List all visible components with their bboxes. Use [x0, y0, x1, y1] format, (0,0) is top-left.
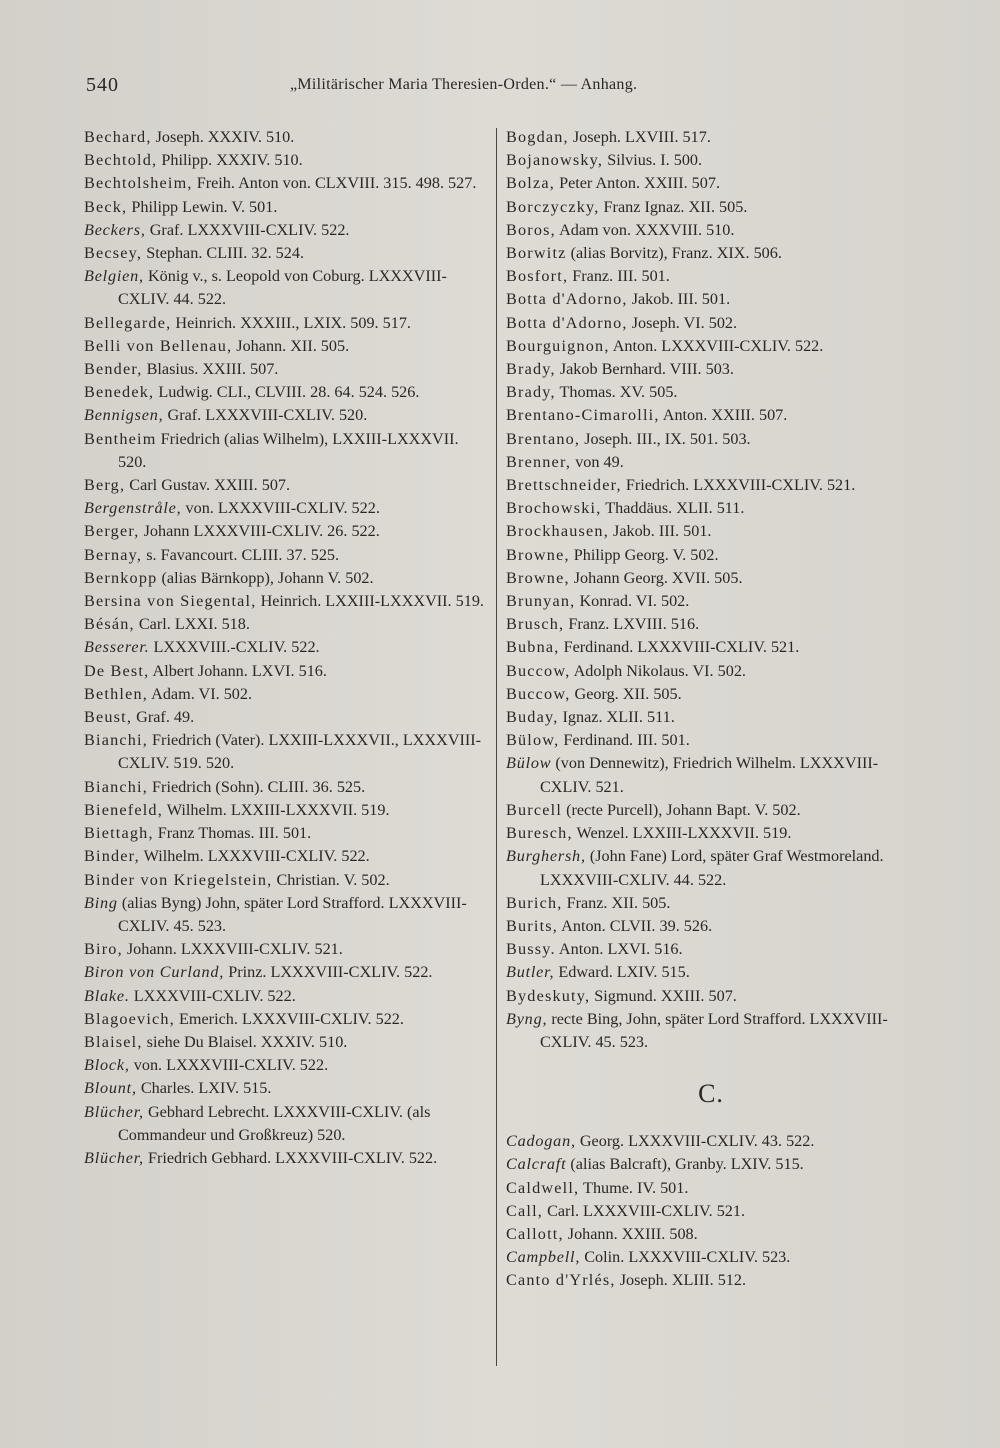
entry-name: Buccow, [506, 684, 571, 703]
index-entry [84, 1147, 488, 1170]
entry-name: Binder, [84, 847, 140, 866]
entry-name: Bergenstråle, [84, 499, 182, 518]
index-entry [84, 845, 488, 868]
entry-reference: Franz. XII. 505. [562, 893, 671, 912]
entry-name: Brusch, [506, 615, 565, 634]
entry-name: Burghersh, [506, 847, 586, 866]
page-header [86, 74, 886, 104]
index-entry [506, 312, 916, 335]
index-entry [506, 428, 916, 451]
index-entry [506, 822, 916, 845]
index-entry [84, 776, 488, 799]
index-entry [506, 1223, 916, 1246]
entry-reference: Graf. LXXXVIII-CXLIV. 522. [145, 220, 350, 239]
entry-name: Bülow [506, 754, 552, 773]
index-entry [506, 219, 916, 242]
column-divider [496, 128, 497, 1366]
index-entry [84, 636, 488, 659]
entry-name: Calcraft [506, 1155, 567, 1174]
entry-reference: Adolph Nikolaus. VI. 502. [570, 661, 746, 680]
entry-reference: siehe Du Blaisel. XXXIV. 510. [142, 1032, 348, 1051]
index-entry [506, 288, 916, 311]
entry-reference: Adam. VI. 502. [148, 684, 253, 703]
index-entry [84, 613, 488, 636]
entry-reference: Emerich. LXXXVIII-CXLIV. 522. [174, 1009, 404, 1028]
entry-reference: (alias Borvitz), Franz. XIX. 506. [566, 244, 782, 263]
entry-reference: Albert Johann. LXVI. 516. [149, 661, 327, 680]
entry-name: Bienefeld, [84, 800, 163, 819]
entry-reference: Friedrich (alias Wilhelm), LXXIII-LXXXVII. 520. [118, 429, 459, 471]
index-entry [84, 335, 488, 358]
index-entry [506, 752, 916, 798]
index-entry [84, 706, 488, 729]
entry-reference: (alias Bärnkopp), Johann V. 502. [157, 568, 374, 587]
entry-name: Becsey, [84, 244, 143, 263]
index-entry [84, 1031, 488, 1054]
index-entry [84, 590, 488, 613]
entry-reference: LXXXVIII.-CXLIV. 522. [149, 638, 320, 657]
entry-reference: Peter Anton. XXIII. 507. [555, 174, 721, 193]
index-entry [506, 1269, 916, 1292]
entry-name: Bojanowsky, [506, 151, 604, 170]
entry-reference: (von Dennewitz), Friedrich Wilhelm. LXXXVIII-CXLIV. 521. [540, 754, 879, 796]
entry-reference: Christian. V. 502. [272, 870, 390, 889]
entry-name: De Best, [84, 661, 150, 680]
entry-name: Belli von Bellenau, [84, 336, 233, 355]
index-entry [506, 1130, 916, 1153]
index-entry [506, 265, 916, 288]
entry-name: Byng, [506, 1009, 548, 1028]
index-entry [84, 149, 488, 172]
entry-name: Brady, [506, 383, 556, 402]
index-entry [84, 961, 488, 984]
entry-reference: recte Bing, John, später Lord Strafford. LXXXVIII-CXLIV. 45. 523. [540, 1009, 888, 1051]
entry-name: Blake. [84, 986, 130, 1005]
index-entry [506, 683, 916, 706]
index-entry [506, 1153, 916, 1176]
index-entry [506, 196, 916, 219]
entry-reference: Ludwig. CLI., CLVIII. 28. 64. 524. 526. [154, 383, 420, 402]
entry-name: Burich, [506, 893, 563, 912]
entry-name: Boros, [506, 220, 556, 239]
entry-name: Bechtolsheim, [84, 174, 193, 193]
entry-reference: Franz Thomas. III. 501. [153, 824, 312, 843]
entry-name: Bender, [84, 360, 143, 379]
index-entry [84, 381, 488, 404]
entry-reference: von. LXXXVIII-CXLIV. 522. [129, 1056, 329, 1075]
entry-name: Beust, [84, 708, 133, 727]
entry-reference: Franz Ignaz. XII. 505. [599, 197, 748, 216]
entry-name: Bellegarde, [84, 313, 172, 332]
entry-reference: Carl Gustav. XXIII. 507. [125, 476, 291, 495]
index-column-right [506, 126, 916, 1293]
entry-name: Bosfort, [506, 267, 569, 286]
index-entry [506, 497, 916, 520]
index-entry [506, 567, 916, 590]
index-entry [506, 636, 916, 659]
entry-name: Blagoevich, [84, 1009, 175, 1028]
index-entry [84, 729, 488, 775]
index-entry [506, 590, 916, 613]
entry-name: Botta d'Adorno, [506, 290, 628, 309]
entry-reference: (alias Byng) John, später Lord Strafford. LXXXVIII-CXLIV. 45. 523. [117, 893, 467, 935]
index-entry [84, 567, 488, 590]
entry-name: Bechard, [84, 128, 152, 146]
entry-reference: (John Fane) Lord, später Graf Westmoreland. LXXXVIII-CXLIV. 44. 522. [540, 847, 884, 889]
entry-reference: Joseph. XXXIV. 510. [151, 128, 295, 146]
entry-reference: Jakob. III. 501. [608, 522, 712, 541]
index-entry [506, 613, 916, 636]
index-entry [506, 242, 916, 265]
entry-name: Beckers, [84, 220, 146, 239]
index-entry [84, 520, 488, 543]
index-entry [84, 126, 488, 149]
entry-reference: Friedrich. LXXXVIII-CXLIV. 521. [621, 476, 856, 495]
index-entry [84, 1054, 488, 1077]
entry-reference: Wilhelm. LXXIII-LXXXVII. 519. [162, 800, 390, 819]
index-entry [506, 520, 916, 543]
index-entry [506, 845, 916, 891]
entry-name: Brunyan, [506, 592, 576, 611]
index-entry [84, 799, 488, 822]
entry-reference: Ferdinand. III. 501. [559, 731, 690, 750]
entry-reference: Johann LXXXVIII-CXLIV. 26. 522. [139, 522, 380, 541]
index-entry [506, 1246, 916, 1269]
entry-name: Brentano, [506, 429, 581, 448]
index-entry [84, 985, 488, 1008]
entry-name: Burcell [506, 800, 563, 819]
entry-reference: Charles. LXIV. 515. [136, 1079, 272, 1098]
entry-reference: Johann Georg. XVII. 505. [569, 568, 743, 587]
entry-reference: (alias Balcraft), Granby. LXIV. 515. [566, 1155, 804, 1174]
entry-reference: Jakob. III. 501. [627, 290, 731, 309]
entry-reference: Freih. Anton von. CLXVIII. 315. 498. 527. [192, 174, 477, 193]
index-entry [506, 1008, 916, 1054]
entry-name: Blücher, [84, 1102, 144, 1121]
entry-name: Blaisel, [84, 1032, 143, 1051]
entry-name: Bogdan, [506, 128, 569, 146]
entry-name: Biettagh, [84, 824, 154, 843]
entry-name: Brenner, [506, 452, 572, 471]
entry-reference: Gebhard Lebrecht. LXXXVIII-CXLIV. (als Commandeur und Großkreuz) 520. [118, 1102, 431, 1144]
entry-name: Canto d'Yrlés, [506, 1271, 616, 1290]
entry-reference: Joseph. XLIII. 512. [615, 1271, 747, 1290]
entry-reference: Sigmund. XXIII. 507. [590, 986, 737, 1005]
index-entry [84, 1101, 488, 1147]
entry-reference: Thaddäus. XLII. 511. [601, 499, 745, 518]
entry-name: Brochowski, [506, 499, 602, 518]
entry-name: Bennigsen, [84, 406, 164, 425]
entry-reference: Anton. CLVII. 39. 526. [558, 916, 713, 935]
entry-reference: von. LXXXVIII-CXLIV. 522. [181, 499, 380, 518]
entry-reference: Joseph. III., IX. 501. 503. [580, 429, 751, 448]
index-entry [84, 1077, 488, 1100]
entry-name: Cadogan, [506, 1132, 576, 1151]
index-entry [84, 404, 488, 427]
entry-reference: Anton. XXIII. 507. [659, 406, 788, 425]
entry-reference: Edward. LXIV. 515. [554, 963, 690, 982]
index-entry [84, 474, 488, 497]
entry-reference: Silvius. I. 500. [603, 151, 703, 170]
entry-name: Blount, [84, 1079, 137, 1098]
entry-name: Binder von Kriegelstein, [84, 870, 273, 889]
index-entry [506, 544, 916, 567]
entry-reference: Konrad. VI. 502. [575, 592, 690, 611]
index-entry [506, 729, 916, 752]
entry-reference: Ignaz. XLII. 511. [558, 708, 675, 727]
entry-reference: Carl. LXXXVIII-CXLIV. 521. [543, 1201, 746, 1220]
index-entry [506, 985, 916, 1008]
entry-name: Buday, [506, 708, 559, 727]
index-entry [84, 683, 488, 706]
entry-reference: Wilhelm. LXXXVIII-CXLIV. 522. [139, 847, 370, 866]
index-entry [506, 938, 916, 961]
entry-reference: Friedrich (Vater). LXXIII-LXXXVII., LXXXVIII-CXLIV. 519. 520. [118, 731, 482, 773]
entry-reference: Philipp Georg. V. 502. [569, 545, 719, 564]
entry-reference: Prinz. LXXXVIII-CXLIV. 522. [224, 963, 433, 982]
entry-name: Bing [84, 893, 118, 912]
entry-name: Botta d'Adorno, [506, 313, 628, 332]
index-entry [506, 706, 916, 729]
entry-name: Biro, [84, 940, 123, 959]
entry-name: Bechtold, [84, 151, 158, 170]
entry-reference: Philipp. XXXIV. 510. [157, 151, 303, 170]
entry-name: Callott, [506, 1224, 564, 1243]
index-entry [84, 892, 488, 938]
entry-name: Besserer. [84, 638, 150, 657]
index-entry [506, 172, 916, 195]
entry-reference: Philipp Lewin. V. 501. [127, 197, 278, 216]
entry-name: Browne, [506, 545, 570, 564]
entry-name: Bussy. [506, 940, 556, 959]
index-entry [84, 544, 488, 567]
entry-name: Brady, [506, 360, 556, 379]
entry-name: Benedek, [84, 383, 155, 402]
entry-name: Bersina von Siegental, [84, 592, 257, 611]
index-entry [506, 149, 916, 172]
index-entry [84, 242, 488, 265]
entry-name: Brentano-Cimarolli, [506, 406, 660, 425]
entry-name: Bourguignon, [506, 336, 610, 355]
section-heading: C. [698, 1079, 724, 1109]
entry-name: Borczyczky, [506, 197, 600, 216]
index-entry [84, 938, 488, 961]
page-number: 540 [86, 74, 119, 96]
entry-reference: Adam von. XXXVIII. 510. [555, 220, 735, 239]
entry-reference: Graf. 49. [132, 708, 195, 727]
entry-name: Bydeskuty, [506, 986, 591, 1005]
entry-name: Bernkopp [84, 568, 158, 587]
entry-name: Bolza, [506, 174, 556, 193]
entry-name: Biron von Curland, [84, 963, 225, 982]
index-entry [84, 660, 488, 683]
index-entry [84, 358, 488, 381]
entry-name: Beck, [84, 197, 128, 216]
entry-reference: (recte Purcell), Johann Bapt. V. 502. [562, 800, 801, 819]
entry-reference: Heinrich. XXXIII., LXIX. 509. 517. [171, 313, 411, 332]
index-entry [84, 312, 488, 335]
index-column-left [84, 126, 488, 1170]
entry-reference: Stephan. CLIII. 32. 524. [142, 244, 304, 263]
index-entry [506, 126, 916, 149]
index-entry [506, 404, 916, 427]
entry-reference: König v., s. Leopold von Coburg. LXXXVIII-CXLIV. 44. 522. [118, 267, 447, 309]
entry-reference: Heinrich. LXXIII-LXXXVII. 519. [256, 592, 484, 611]
entry-name: Brettschneider, [506, 476, 622, 495]
index-entry [84, 497, 488, 520]
index-entry [84, 428, 488, 474]
entry-reference: Blasius. XXIII. 507. [142, 360, 279, 379]
index-entry [506, 799, 916, 822]
index-entry [506, 961, 916, 984]
entry-name: Bésán, [84, 615, 135, 634]
entry-reference: Anton. LXXXVIII-CXLIV. 522. [609, 336, 824, 355]
index-entry [84, 869, 488, 892]
entry-name: Burits, [506, 916, 559, 935]
entry-name: Bernay, [84, 545, 143, 564]
index-entry [84, 265, 488, 311]
entry-reference: Carl. LXXI. 518. [134, 615, 250, 634]
entry-reference: Thume. IV. 501. [579, 1178, 689, 1197]
index-entry [506, 474, 916, 497]
entry-reference: Joseph. LXVIII. 517. [568, 128, 711, 146]
index-entry [84, 219, 488, 242]
entry-reference: Jakob Bernhard. VIII. 503. [555, 360, 734, 379]
entry-name: Blücher, [84, 1148, 144, 1167]
entry-reference: Friedrich (Sohn). CLIII. 36. 525. [148, 777, 366, 796]
entry-reference: Thomas. XV. 505. [555, 383, 678, 402]
index-entry [506, 381, 916, 404]
entry-name: Bianchi, [84, 777, 148, 796]
entry-reference: Johann. XXIII. 508. [563, 1224, 698, 1243]
entry-reference: Anton. LXVI. 516. [555, 940, 683, 959]
entry-reference: Wenzel. LXXIII-LXXXVII. 519. [572, 824, 792, 843]
index-entry [84, 822, 488, 845]
entry-name: Block, [84, 1056, 130, 1075]
entry-name: Butler, [506, 963, 555, 982]
entry-reference: Colin. LXXXVIII-CXLIV. 523. [580, 1248, 791, 1267]
entry-name: Bülow, [506, 731, 560, 750]
index-entry [506, 1200, 916, 1223]
entry-name: Bethlen, [84, 684, 148, 703]
index-entry [506, 1177, 916, 1200]
entry-name: Bianchi, [84, 731, 148, 750]
entry-name: Caldwell, [506, 1178, 580, 1197]
index-entry [506, 451, 916, 474]
entry-name: Brockhausen, [506, 522, 609, 541]
entry-name: Buresch, [506, 824, 573, 843]
index-entry [506, 660, 916, 683]
entry-name: Bentheim [84, 429, 157, 448]
running-head: „Militärischer Maria Theresien-Orden.“ — Anhang. [290, 76, 638, 93]
entry-reference: Georg. LXXXVIII-CXLIV. 43. 522. [575, 1132, 815, 1151]
entry-name: Call, [506, 1201, 544, 1220]
entry-reference: Johann. LXXXVIII-CXLIV. 521. [122, 940, 343, 959]
entry-reference: Graf. LXXXVIII-CXLIV. 520. [163, 406, 368, 425]
entry-reference: Johann. XII. 505. [232, 336, 350, 355]
index-entry [84, 172, 488, 195]
index-entry [84, 196, 488, 219]
entry-reference: von 49. [571, 452, 624, 471]
entry-name: Buccow, [506, 661, 571, 680]
entry-name: Berger, [84, 522, 140, 541]
entry-reference: s. Favancourt. CLIII. 37. 525. [142, 545, 340, 564]
entry-name: Belgien, [84, 267, 144, 286]
entry-reference: Joseph. VI. 502. [627, 313, 738, 332]
index-entry [506, 335, 916, 358]
entry-reference: Friedrich Gebhard. LXXXVIII-CXLIV. 522. [143, 1148, 438, 1167]
index-entry [84, 1008, 488, 1031]
entry-name: Berg, [84, 476, 126, 495]
entry-name: Borwitz [506, 244, 567, 263]
index-entry [506, 358, 916, 381]
index-entry [506, 892, 916, 915]
entry-reference: Franz. III. 501. [568, 267, 670, 286]
entry-reference: Franz. LXVIII. 516. [564, 615, 700, 634]
entry-name: Browne, [506, 568, 570, 587]
index-entry [506, 915, 916, 938]
entry-reference: Ferdinand. LXXXVIII-CXLIV. 521. [559, 638, 800, 657]
entry-name: Campbell, [506, 1248, 581, 1267]
entry-reference: Georg. XII. 505. [570, 684, 682, 703]
entry-reference: LXXXVIII-CXLIV. 522. [129, 986, 296, 1005]
entry-name: Bubna, [506, 638, 560, 657]
